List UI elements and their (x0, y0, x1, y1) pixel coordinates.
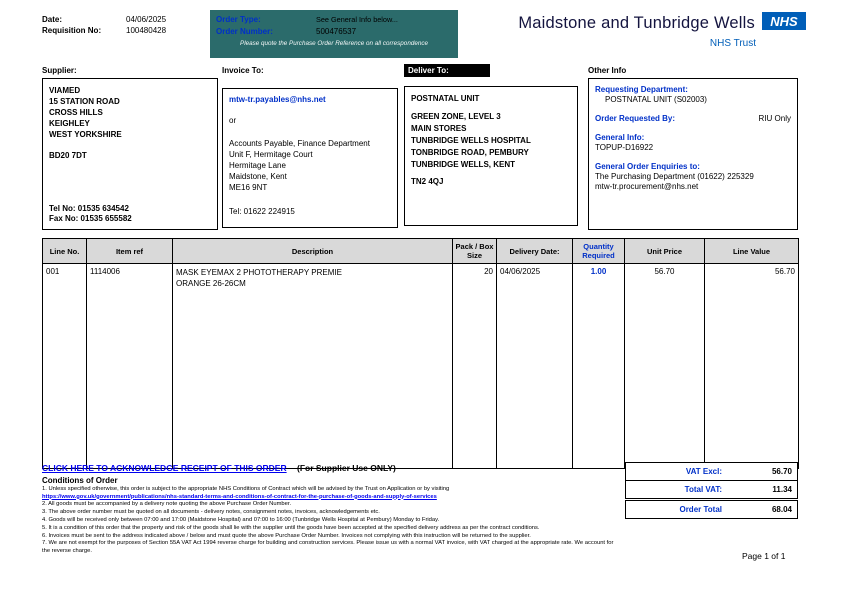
condition-item: 4. Goods will be received only between 07:00 and 17:00 (Maidstone Hospital) and 07:00 to 16:00 (Tunbridge Wells Hospital at Pembury) Monday to Friday. (42, 516, 440, 523)
deliver-line: TUNBRIDGE WELLS, KENT (411, 160, 515, 169)
supplier-postcode: BD20 7DT (49, 151, 87, 160)
trust-name: Maidstone and Tunbridge Wells (518, 14, 755, 32)
deliver-section-label: Deliver To: (404, 64, 490, 77)
supplier-address-line: CROSS HILLS (49, 108, 103, 117)
supplier-box (42, 78, 218, 230)
general-enquiries-label: General Order Enquiries to: (595, 162, 700, 171)
item-quantity (573, 264, 625, 469)
invoice-address (229, 138, 391, 193)
item-ref: 1114006 (87, 264, 173, 469)
col-header-delivery-date: Delivery Date: (497, 239, 573, 264)
vat-excl-label: VAT Excl: (685, 467, 722, 476)
item-line-value: 56.70 (705, 264, 799, 469)
deliver-line: TONBRIDGE ROAD, PEMBURY (411, 148, 529, 157)
date-label: Date: (42, 15, 63, 24)
order-meta (42, 14, 166, 36)
supplier-address-line: KEIGHLEY (49, 119, 90, 128)
col-header-description: Description (173, 239, 453, 264)
item-pack-size: 20 (453, 264, 497, 469)
item-description-line1: MASK EYEMAX 2 PHOTOTHERAPY PREMIE (176, 268, 342, 277)
supplier-fax: Fax No: 01535 655582 (49, 214, 132, 223)
requisition-value: 100480428 (126, 26, 167, 35)
procurement-email-link[interactable]: mtw-tr.procurement@nhs.net (595, 182, 699, 191)
order-total-row (626, 501, 797, 518)
general-info-value: TOPUP-D16922 (595, 143, 654, 152)
condition-1-text: 1. Unless specified otherwise, this order is subject to the appropriate NHS Conditions of Contract which will be advised by the Trust on Application or by visiting (42, 486, 450, 493)
order-number-value: 500476537 (316, 27, 357, 36)
general-enquiries-department: The Purchasing Department (01622) 225329 (595, 172, 754, 181)
col-header-line-no: Line No. (43, 239, 87, 264)
condition-item: 2. All goods must be accompanied by a delivery note quoting the above Purchase Order Number. (42, 501, 292, 508)
item-description-line2: ORANGE 26-26CM (176, 279, 246, 288)
supplier-tel: Tel No: 01535 634542 (49, 204, 129, 213)
deliver-line: TUNBRIDGE WELLS HOSPITAL (411, 136, 531, 145)
invoice-address-line: Maidstone, Kent (229, 172, 287, 181)
invoice-tel: Tel: 01622 224915 (229, 207, 295, 216)
col-header-pack-size: Pack / Box Size (453, 239, 497, 264)
item-description (173, 264, 453, 469)
table-row (43, 264, 799, 469)
trust-suffix: NHS Trust (709, 38, 756, 49)
requesting-department-label: Requesting Department: (595, 85, 688, 94)
condition-item (42, 486, 620, 501)
deliver-line: MAIN STORES (411, 124, 467, 133)
supplier-section-label: Supplier: (42, 66, 77, 75)
item-quantity-value: 1.00 (590, 267, 607, 276)
condition-item: 6. Invoices must be sent to the address indicated above / below and must quote the above Purchase Order Number. Invoices not complying with this instruction will be returned to the supplier. (42, 532, 531, 539)
page-number: Page 1 of 1 (742, 551, 786, 561)
conditions-title: Conditions of Order (42, 476, 118, 485)
requesting-department-value: POSTNATAL UNIT (S02003) (605, 95, 707, 104)
deliver-to-box (404, 86, 578, 226)
order-type-value: See General Info below... (316, 15, 398, 24)
invoice-or-text: or (229, 116, 237, 125)
invoice-address-line: Hermitage Lane (229, 161, 286, 170)
order-total-box (625, 500, 798, 519)
items-header-row (43, 239, 799, 264)
order-total-label: Order Total (679, 505, 722, 514)
col-header-line-value: Line Value (705, 239, 799, 264)
vat-excl-row (626, 463, 797, 480)
invoice-section-label: Invoice To: (222, 66, 264, 75)
supplier-address-line: 15 STATION ROAD (49, 97, 120, 106)
item-unit-price: 56.70 (625, 264, 705, 469)
invoice-to-box (222, 88, 398, 228)
other-info-section-label: Other Info (588, 66, 627, 75)
supplier-name: VIAMED (49, 86, 81, 95)
general-info-label: General Info: (595, 133, 645, 142)
col-header-item-ref: Item ref (87, 239, 173, 264)
condition-item: 7. We are not exempt for the purposes of Section 55A VAT Act 1994 reverse charge for building and construction services. Please issue us with a normal VAT invoice, with VAT charged at the appropriate rate. We account for the reverse charge. (42, 540, 614, 554)
order-requested-by-label: Order Requested By: (595, 114, 676, 123)
order-number-box (210, 10, 458, 58)
order-total-value: 68.04 (771, 505, 792, 514)
deliver-postcode: TN2 4QJ (411, 177, 444, 186)
invoice-email-link[interactable]: mtw-tr.payables@nhs.net (229, 95, 326, 104)
condition-item: 5. It is a condition of this order that the property and risk of the goods shall lie with the supplier until the goods have been accepted at the specified delivery address as per the contract conditions. (42, 524, 540, 531)
vat-excl-value: 56.70 (771, 467, 792, 476)
total-vat-row (626, 480, 797, 498)
order-number-label: Order Number: (216, 27, 273, 36)
condition-item: 3. The above order number must be quoted on all documents - delivery notes, consignment notes, invoices, acknowledgements etc. (42, 509, 380, 516)
total-vat-label: Total VAT: (684, 485, 722, 494)
deliver-line: GREEN ZONE, LEVEL 3 (411, 112, 501, 121)
item-line-no: 001 (43, 264, 87, 469)
acknowledge-receipt-link[interactable]: CLICK HERE TO ACKNOWLEDGE RECEIPT OF THIS ORDER (42, 463, 287, 473)
supplier-address-line: WEST YORKSHIRE (49, 130, 122, 139)
invoice-address-line: ME16 9NT (229, 183, 268, 192)
total-vat-value: 11.34 (772, 485, 792, 494)
requisition-label: Requisition No: (42, 26, 102, 35)
order-requested-by-value: RIU Only (758, 114, 791, 123)
order-reference-note: Please quote the Purchase Order Reference on all correspondence (240, 40, 428, 47)
supplier-contact (49, 204, 132, 224)
totals-box (625, 462, 798, 499)
conditions-of-order (42, 477, 620, 555)
col-header-quantity: Quantity Required (573, 239, 625, 264)
items-table (42, 238, 799, 469)
conditions-contract-link[interactable]: https://www.gov.uk/government/publications/nhs-standard-terms-and-conditions-of-contract-for-the-purchase-of-goods-and-supply-of-services (42, 493, 437, 500)
nhs-logo: NHS (762, 12, 806, 30)
deliver-line: POSTNATAL UNIT (411, 94, 480, 103)
invoice-address-line: Unit F, Hermitage Court (229, 150, 313, 159)
other-info-box (588, 78, 798, 230)
col-header-unit-price: Unit Price (625, 239, 705, 264)
item-delivery-date: 04/06/2025 (497, 264, 573, 469)
acknowledge-row (42, 463, 396, 473)
acknowledge-suffix: (For Supplier Use ONLY) (297, 463, 396, 473)
invoice-address-line: Accounts Payable, Finance Department (229, 139, 370, 148)
order-type-label: Order Type: (216, 15, 261, 24)
date-value: 04/06/2025 (126, 15, 167, 24)
